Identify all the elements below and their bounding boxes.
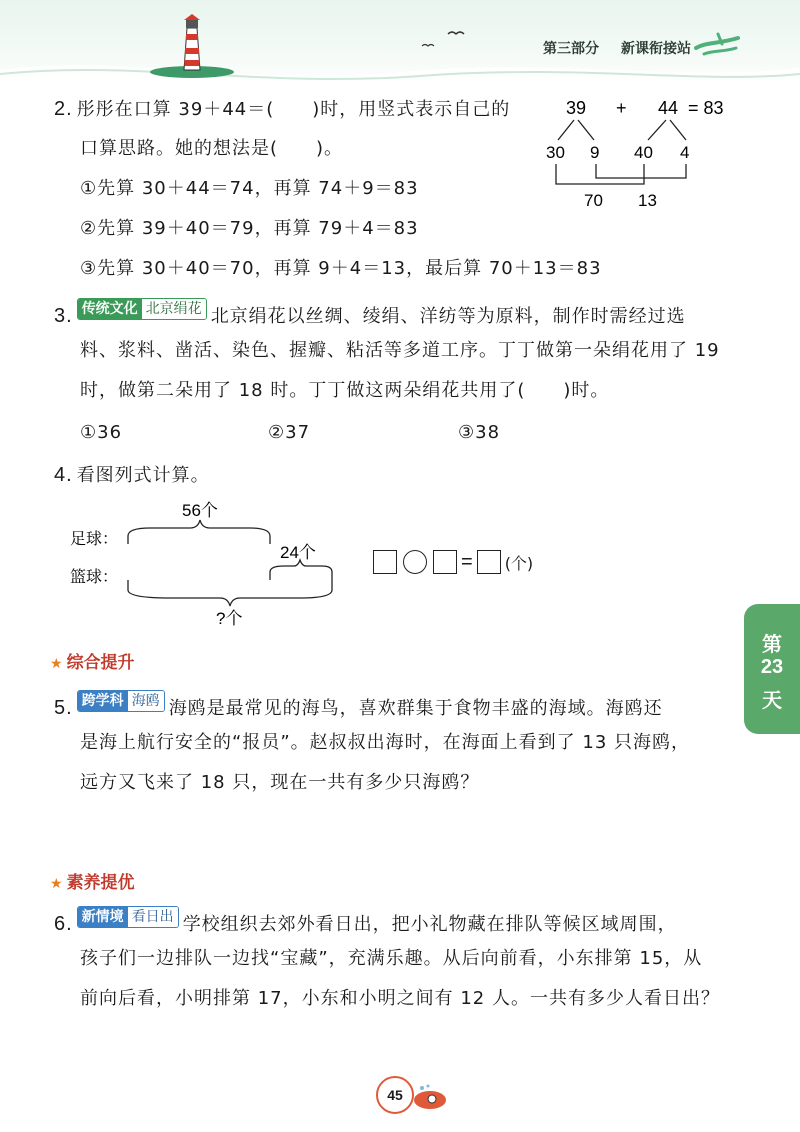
q6-number: 6. bbox=[54, 913, 73, 935]
section-heading-2-text: 素养提优 bbox=[66, 873, 135, 893]
day-side-tab bbox=[744, 604, 800, 734]
tag-label-secondary: 看日出 bbox=[128, 907, 178, 927]
diagram-a-tens: 30 bbox=[546, 143, 565, 162]
q4-unknown: ?个 bbox=[216, 609, 243, 628]
q2-text-1: 彤彤在口算 39＋44＝( )时，用竖式表示自己的 bbox=[76, 99, 511, 120]
branch-line bbox=[578, 120, 594, 140]
football-brace bbox=[128, 520, 270, 544]
q3-option-3: ③38 bbox=[458, 422, 501, 443]
diagram-plus: + bbox=[616, 98, 627, 118]
q6-tag bbox=[77, 906, 179, 928]
seagull-birds-icon bbox=[420, 28, 470, 52]
q2-option-2: ②先算 39＋40＝79，再算 79＋4＝83 bbox=[80, 218, 419, 239]
side-tab-line-3: 天 bbox=[762, 688, 782, 712]
answer-box[interactable] bbox=[477, 550, 501, 574]
football-label: 足球： bbox=[70, 531, 119, 548]
branch-line bbox=[648, 120, 666, 140]
section-label: 第三部分 bbox=[543, 41, 599, 57]
star-icon: ★ bbox=[50, 656, 63, 672]
q5-line-1 bbox=[54, 690, 663, 722]
q4-top-count: 56个 bbox=[182, 501, 218, 520]
q6-text-1: 学校组织去郊外看日出，把小礼物藏在排队等候区域周围， bbox=[182, 914, 677, 935]
bracket-tens bbox=[556, 164, 644, 184]
q2-text-2: 口算思路。她的想法是( )。 bbox=[80, 138, 344, 159]
q4-text: 看图列式计算。 bbox=[76, 465, 210, 486]
equals-sign: = bbox=[461, 550, 473, 573]
operator-circle[interactable] bbox=[403, 550, 427, 574]
q5-tag bbox=[77, 690, 165, 712]
q3-text-2: 料、浆料、凿活、染色、握瓣、粘活等多道工序。丁丁做第一朵绢花用了 19 bbox=[80, 340, 720, 361]
section-heading-1-text: 综合提升 bbox=[66, 653, 135, 673]
q5-text-2: 是海上航行安全的“报员”。赵叔叔出海时，在海面上看到了 13 只海鸥， bbox=[80, 732, 690, 753]
q6-line-1 bbox=[54, 906, 677, 938]
q5-text-3: 远方又飞来了 18 只，现在一共有多少只海鸥？ bbox=[80, 772, 480, 793]
q3-text-1: 北京绢花以丝绸、绫绢、洋纺等为原料，制作时需经过选 bbox=[210, 306, 686, 327]
diagram-b-tens: 40 bbox=[634, 143, 653, 162]
tag-label-primary: 新情境 bbox=[78, 907, 128, 927]
q4-bar-diagram bbox=[70, 494, 360, 630]
q3-number: 3. bbox=[54, 305, 73, 327]
q6-text-3: 前向后看，小明排第 17，小东和小明之间有 12 人。一共有多少人看日出？ bbox=[80, 988, 720, 1009]
q3-text-3: 时，做第二朵用了 18 时。丁丁做这两朵绢花共用了( )时。 bbox=[80, 380, 610, 401]
diagram-b-ones: 4 bbox=[680, 143, 690, 162]
tag-label-secondary: 北京绢花 bbox=[142, 299, 206, 319]
q2-line-1 bbox=[54, 96, 510, 123]
section-heading-2 bbox=[50, 868, 135, 893]
q2-option-3: ③先算 30＋40＝70，再算 9＋4＝13，最后算 70＋13＝83 bbox=[80, 258, 602, 279]
header-title: 新课衔接站 bbox=[621, 41, 691, 57]
diagram-sum-tens: 70 bbox=[584, 191, 603, 210]
q2-number: 2. bbox=[54, 98, 73, 120]
swoosh-decoration-icon bbox=[694, 32, 740, 58]
answer-box[interactable] bbox=[373, 550, 397, 574]
basketball-brace bbox=[128, 580, 332, 606]
side-tab-line-1: 第 bbox=[762, 632, 782, 656]
q4-unit: (个) bbox=[504, 553, 534, 573]
q4-number: 4. bbox=[54, 464, 73, 486]
answer-box[interactable] bbox=[433, 550, 457, 574]
q4-line bbox=[54, 462, 210, 489]
diagram-addend-b: 44 bbox=[658, 98, 679, 118]
q3-line-1 bbox=[54, 298, 686, 330]
diagram-addend-a: 39 bbox=[566, 98, 587, 118]
submarine-icon bbox=[410, 1084, 450, 1112]
side-tab-line-2: 23 bbox=[760, 656, 784, 678]
diagram-a-ones: 9 bbox=[590, 143, 600, 162]
q3-tag bbox=[77, 298, 207, 320]
q2-split-diagram bbox=[540, 92, 740, 216]
star-icon: ★ bbox=[50, 876, 63, 892]
tag-label-primary: 传统文化 bbox=[78, 299, 142, 319]
diagram-equals: = 83 bbox=[688, 98, 724, 118]
branch-line bbox=[670, 120, 686, 140]
lighthouse-icon bbox=[150, 14, 240, 78]
q5-text-1: 海鸥是最常见的海鸟，喜欢群集于食物丰盛的海域。海鸥还 bbox=[168, 698, 663, 719]
q3-option-2: ②37 bbox=[268, 422, 311, 443]
header-wave-decoration bbox=[0, 52, 800, 92]
q2-option-1: ①先算 30＋44＝74，再算 74＋9＝83 bbox=[80, 178, 419, 199]
q3-option-1: ①36 bbox=[80, 422, 123, 443]
q4-extra-count: 24个 bbox=[280, 543, 316, 562]
q6-text-2: 孩子们一边排队一边找“宝藏”，充满乐趣。从后向前看，小东排第 15，从 bbox=[80, 948, 703, 969]
q4-answer-boxes bbox=[373, 550, 533, 574]
section-heading-1 bbox=[50, 648, 135, 673]
q5-number: 5. bbox=[54, 697, 73, 719]
tag-label-secondary: 海鸥 bbox=[128, 691, 164, 711]
branch-line bbox=[558, 120, 574, 140]
extra-brace bbox=[270, 560, 332, 580]
page-number: 45 bbox=[376, 1076, 414, 1114]
tag-label-primary: 跨学科 bbox=[78, 691, 128, 711]
bracket-ones bbox=[596, 164, 686, 178]
diagram-sum-ones: 13 bbox=[638, 191, 657, 210]
basketball-label: 篮球： bbox=[70, 569, 119, 586]
